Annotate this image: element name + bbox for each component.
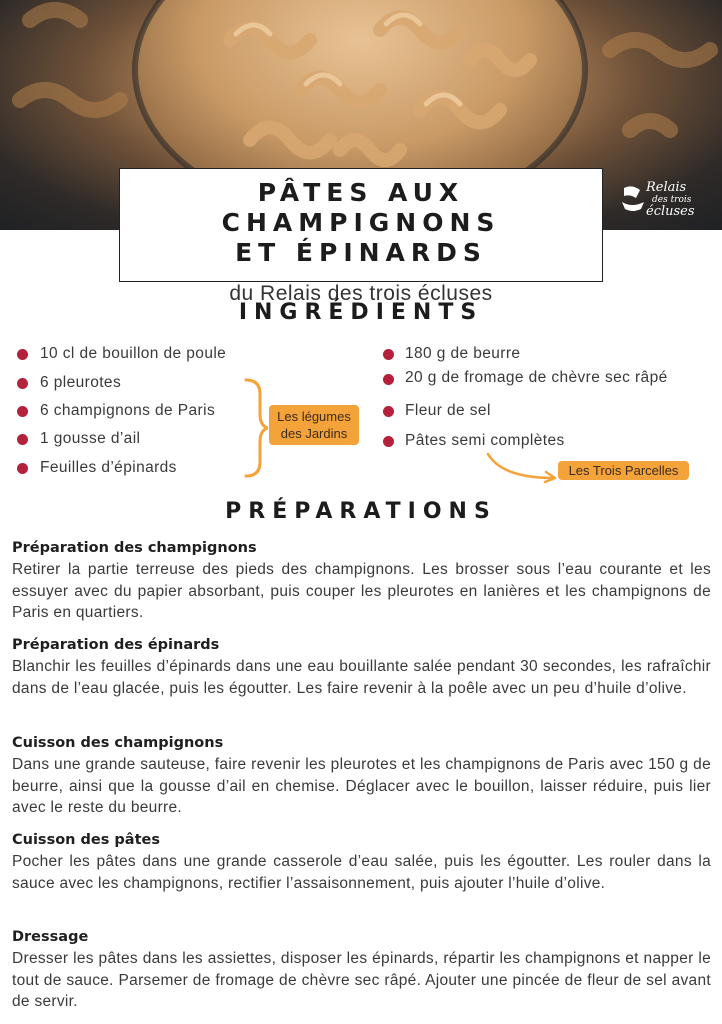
prep-step-text: Pocher les pâtes dans une grande casserole d’eau salée, puis les égoutter. Les rouler dans la sauce avec les champignons, rectifier l’assaisonnement, puis ajouter l’huile d’olive.: [12, 853, 711, 892]
ingredient-item: 10 cl de bouillon de poule: [40, 345, 227, 362]
prep-step-title: Dressage: [12, 929, 89, 945]
recipe-subtitle: du Relais des trois écluses: [229, 282, 493, 305]
bullet-icon: [383, 406, 394, 417]
ingredient-item: Fleur de sel: [405, 402, 491, 419]
boat-logo-icon: [620, 184, 646, 214]
recipe-title-line-2: ET ÉPINARDS: [235, 238, 487, 267]
prep-step-text: Dresser les pâtes dans les assiettes, disposer les épinards, répartir les champignons et napper le tout de sauce. Parsemer de fromage de chèvre sec râpé. Ajouter une pincée de fleur de sel avant de servir.: [12, 950, 711, 1010]
tag-legumes-des-jardins: Les légumes des Jardins: [269, 405, 359, 445]
ingredient-item: 20 g de fromage de chèvre sec râpé: [405, 369, 668, 386]
prep-step: [12, 831, 711, 894]
ingredient-item: 6 pleurotes: [40, 374, 122, 391]
ingredient-item: 6 champignons de Paris: [40, 402, 216, 419]
ingredient-item: 1 gousse d’ail: [40, 430, 141, 447]
prep-step: [12, 928, 711, 1013]
ingredient-item: Feuilles d’épinards: [40, 459, 177, 476]
prep-step-title: Cuisson des champignons: [12, 735, 224, 751]
logo-wordmark: Relais des trois écluses: [646, 180, 695, 219]
curly-brace-icon: [238, 378, 268, 478]
bullet-icon: [17, 349, 28, 360]
ingredient-item: 180 g de beurre: [405, 345, 521, 362]
prep-step-title: Préparation des champignons: [12, 540, 257, 556]
prep-step: [12, 539, 711, 624]
ingredient-item: Pâtes semi complètes: [405, 432, 565, 449]
bullet-icon: [383, 374, 394, 385]
prep-step-title: Préparation des épinards: [12, 637, 220, 653]
relais-logo: [620, 180, 710, 224]
curved-arrow-icon: [484, 450, 564, 486]
bullet-icon: [17, 463, 28, 474]
prep-step-text: Blanchir les feuilles d’épinards dans une eau bouillante salée pendant 30 secondes, les rafraîchir dans de l’eau glacée, puis les égoutter. Les faire revenir à la poêle avec un peu d’huile d’olive.: [12, 658, 711, 697]
prep-step: [12, 636, 711, 699]
bullet-icon: [383, 349, 394, 360]
bullet-icon: [17, 406, 28, 417]
bullet-icon: [383, 436, 394, 447]
prep-step-title: Cuisson des pâtes: [12, 832, 160, 848]
title-card: [119, 168, 603, 305]
prep-step-text: Retirer la partie terreuse des pieds des champignons. Les brosser sous l’eau courante et les essuyer avec du papier absorbant, puis couper les pleurotes en lanières et les champignons de Paris en quartiers.: [12, 561, 711, 621]
ingredients-heading: INGRÉDIENTS: [238, 300, 484, 325]
preparations-heading: PRÉPARATIONS: [225, 499, 497, 524]
prep-step: [12, 734, 711, 819]
recipe-title-line-1: PÂTES AUX CHAMPIGNONS: [221, 178, 501, 237]
bullet-icon: [17, 378, 28, 389]
bullet-icon: [17, 434, 28, 445]
tag-trois-parcelles: Les Trois Parcelles: [558, 461, 689, 480]
prep-step-text: Dans une grande sauteuse, faire revenir les pleurotes et les champignons de Paris avec 150 g de beurre, ainsi que la gousse d’ail en chemise. Déglacer avec le bouillon, laisser réduire, puis lier avec le reste du beurre.: [12, 756, 711, 816]
